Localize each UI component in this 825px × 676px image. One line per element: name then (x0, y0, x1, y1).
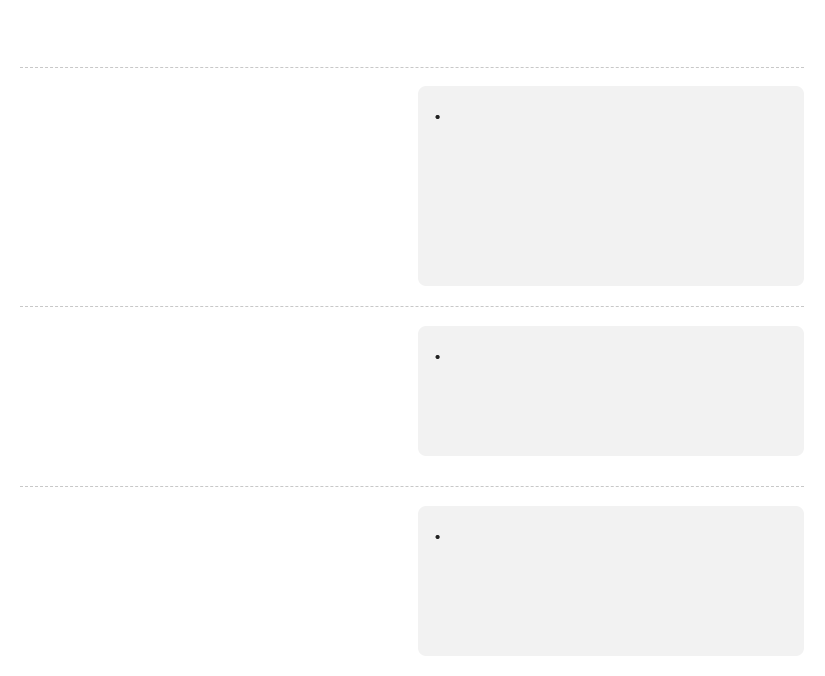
orchestrator-tasks-card (418, 86, 804, 286)
partner-tree-diagram (140, 320, 340, 480)
divider (20, 486, 804, 487)
orchestrator-tree-diagram (140, 80, 340, 240)
partner-tasks-card (418, 326, 804, 456)
divider (20, 306, 804, 307)
complementor-tree-diagram (140, 500, 340, 660)
complementor-tasks-card (418, 506, 804, 656)
divider (20, 67, 804, 68)
